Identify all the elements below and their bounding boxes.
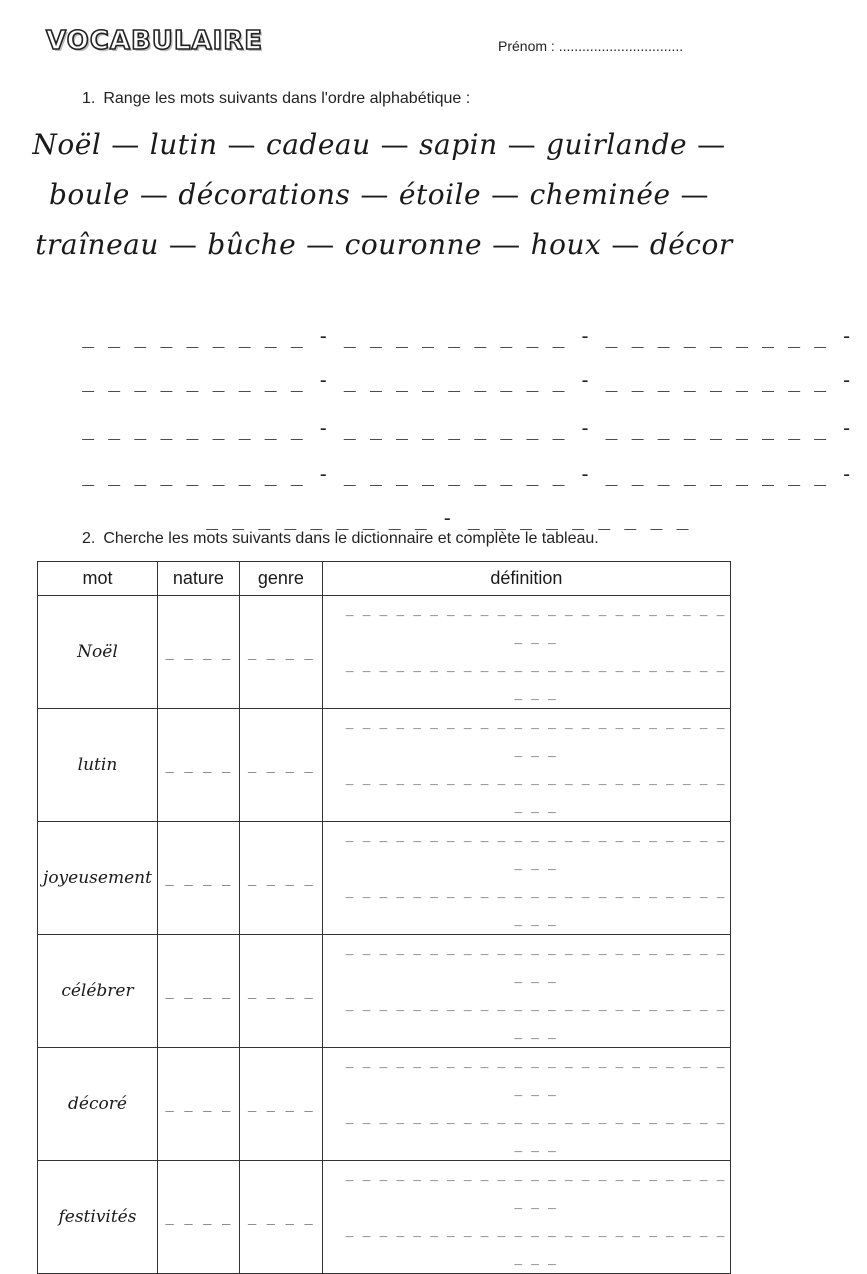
- exercise-2-number: 2.: [82, 530, 96, 547]
- table-row: [38, 596, 731, 709]
- column-header-mot: mot: [38, 562, 158, 596]
- definition-blank: _ _ _ _ _ _ _ _ _ _ _ _ _ _ _ _ _ _ _ _ _ _ _ _ _ _: [345, 941, 725, 984]
- answer-blank[interactable]: _ _ _ _ _ _ _ _ _: [82, 416, 304, 440]
- word: cheminée: [529, 178, 671, 211]
- answer-blank[interactable]: _ _ _ _ _ _ _ _ _: [605, 462, 828, 486]
- table-header-row: [38, 562, 731, 596]
- nature-blank: _ _ _ _: [165, 870, 232, 886]
- word: bûche: [207, 228, 297, 261]
- blank-separator: -: [840, 462, 854, 486]
- blank-separator: -: [578, 324, 593, 348]
- exercise-1-number: 1.: [82, 90, 96, 107]
- definition-blank: _ _ _ _ _ _ _ _ _ _ _ _ _ _ _ _ _ _ _ _ _ _ _ _ _ _: [345, 715, 725, 758]
- genre-blank: _ _ _ _: [247, 1209, 314, 1225]
- answer-row: [180, 482, 690, 530]
- answer-blank[interactable]: _ _ _ _ _ _ _ _ _: [605, 368, 828, 392]
- word: houx: [530, 228, 602, 261]
- mot-cell: célébrer: [38, 935, 158, 1048]
- exercise-2-text: Cherche les mots suivants dans le dictionnaire et complète le tableau.: [103, 530, 599, 547]
- blank-separator: -: [317, 324, 331, 348]
- word: lutin: [149, 128, 218, 161]
- word: étoile: [398, 178, 482, 211]
- nature-blank: _ _ _ _: [165, 1096, 232, 1112]
- genre-blank: _ _ _ _: [247, 644, 314, 660]
- word-separator: —: [380, 128, 410, 161]
- word: traîneau: [35, 228, 159, 261]
- answer-row: [56, 344, 867, 392]
- blank-separator: -: [317, 462, 331, 486]
- answer-blank[interactable]: _ _ _ _ _ _ _ _ _: [343, 462, 566, 486]
- nature-cell[interactable]: [157, 1048, 239, 1161]
- genre-cell[interactable]: [239, 822, 322, 935]
- nature-cell[interactable]: [157, 596, 239, 709]
- word-separator: —: [168, 228, 198, 261]
- answer-blank[interactable]: _ _ _ _ _ _ _ _ _: [343, 324, 566, 348]
- blank-separator: -: [578, 416, 593, 440]
- answer-blank[interactable]: _ _ _ _ _ _ _ _ _: [605, 324, 828, 348]
- column-header-genre: genre: [239, 562, 322, 596]
- answer-blank[interactable]: _ _ _ _ _ _ _ _ _: [467, 506, 690, 530]
- word: boule: [48, 178, 130, 211]
- mot-cell: festivités: [38, 1161, 158, 1274]
- table-row: [38, 822, 731, 935]
- word-list-line-1: [0, 128, 768, 161]
- exercise-2-instruction: [82, 530, 599, 548]
- word-separator: —: [697, 128, 726, 161]
- blank-separator: -: [317, 416, 331, 440]
- word-separator: —: [111, 128, 140, 161]
- word: Noël: [32, 128, 102, 161]
- word-separator: —: [492, 228, 521, 261]
- blank-separator: -: [578, 368, 593, 392]
- answer-row: [56, 300, 867, 348]
- genre-blank: _ _ _ _: [247, 1096, 314, 1112]
- answer-blank[interactable]: _ _ _ _ _ _ _ _ _: [82, 324, 304, 348]
- genre-blank: _ _ _ _: [247, 983, 314, 999]
- genre-cell[interactable]: [239, 1161, 322, 1274]
- table-row: [38, 1161, 731, 1274]
- blank-separator: -: [441, 506, 455, 530]
- mot-cell: lutin: [38, 709, 158, 822]
- nature-cell[interactable]: [157, 1161, 239, 1274]
- blank-separator: -: [840, 416, 854, 440]
- mot-cell: décoré: [38, 1048, 158, 1161]
- definition-blank: _ _ _ _ _ _ _ _ _ _ _ _ _ _ _ _ _ _ _ _ _ _ _ _ _ _: [345, 828, 725, 871]
- nature-cell[interactable]: [157, 709, 239, 822]
- genre-cell[interactable]: [239, 935, 322, 1048]
- word-separator: —: [360, 178, 389, 211]
- table-row: [38, 935, 731, 1048]
- column-header-definition: définition: [322, 562, 730, 596]
- nature-blank: _ _ _ _: [165, 644, 232, 660]
- definition-cell[interactable]: [322, 935, 730, 1048]
- definition-cell[interactable]: [322, 1048, 730, 1161]
- word-separator: —: [611, 228, 640, 261]
- word: cadeau: [266, 128, 371, 161]
- word: décorations: [178, 178, 351, 211]
- genre-cell[interactable]: [239, 596, 322, 709]
- nature-cell[interactable]: [157, 822, 239, 935]
- answer-blank[interactable]: _ _ _ _ _ _ _ _ _: [605, 416, 828, 440]
- definition-blank: _ _ _ _ _ _ _ _ _ _ _ _ _ _ _ _ _ _ _ _ _ _ _ _ _ _: [345, 997, 725, 1040]
- definition-cell[interactable]: [322, 596, 730, 709]
- column-header-nature: nature: [157, 562, 239, 596]
- answer-row: [56, 392, 867, 440]
- prenom-field[interactable]: Prénom : ................................: [498, 38, 684, 54]
- word-separator: —: [227, 128, 257, 161]
- word-list-line-2: [0, 178, 768, 211]
- genre-cell[interactable]: [239, 1048, 322, 1161]
- definition-blank: _ _ _ _ _ _ _ _ _ _ _ _ _ _ _ _ _ _ _ _ _ _ _ _ _ _: [345, 1167, 725, 1210]
- word: décor: [649, 228, 733, 261]
- genre-blank: _ _ _ _: [247, 870, 314, 886]
- blank-separator: -: [578, 462, 593, 486]
- word: sapin: [419, 128, 498, 161]
- exercise-1-text: Range les mots suivants dans l'ordre alphabétique :: [103, 90, 471, 107]
- word: guirlande: [546, 128, 688, 161]
- table-row: [38, 709, 731, 822]
- definition-cell[interactable]: [322, 709, 730, 822]
- definition-blank: _ _ _ _ _ _ _ _ _ _ _ _ _ _ _ _ _ _ _ _ _ _ _ _ _ _: [345, 1110, 725, 1153]
- word: couronne: [344, 228, 483, 261]
- definition-cell[interactable]: [322, 822, 730, 935]
- table-row: [38, 1048, 731, 1161]
- genre-blank: _ _ _ _: [247, 757, 314, 773]
- mot-cell: joyeusement: [38, 822, 158, 935]
- answer-blank[interactable]: _ _ _ _ _ _ _ _ _: [343, 368, 566, 392]
- genre-cell[interactable]: [239, 709, 322, 822]
- word-list-line-3: [0, 228, 768, 261]
- definition-cell[interactable]: [322, 1161, 730, 1274]
- nature-blank: _ _ _ _: [165, 983, 232, 999]
- definition-blank: _ _ _ _ _ _ _ _ _ _ _ _ _ _ _ _ _ _ _ _ _ _ _ _ _ _: [345, 602, 725, 645]
- blank-separator: -: [840, 368, 854, 392]
- answer-blank[interactable]: _ _ _ _ _ _ _ _ _: [82, 368, 304, 392]
- definition-blank: _ _ _ _ _ _ _ _ _ _ _ _ _ _ _ _ _ _ _ _ _ _ _ _ _ _: [345, 1223, 725, 1266]
- nature-cell[interactable]: [157, 935, 239, 1048]
- answer-blank[interactable]: _ _ _ _ _ _ _ _ _: [82, 462, 304, 486]
- word-separator: —: [507, 128, 537, 161]
- answer-row: [56, 438, 867, 486]
- word-separator: —: [139, 178, 169, 211]
- page-title: VOCABULAIRE: [46, 26, 264, 56]
- nature-blank: _ _ _ _: [165, 1209, 232, 1225]
- nature-blank: _ _ _ _: [165, 757, 232, 773]
- word-separator: —: [680, 178, 710, 211]
- blank-separator: -: [840, 324, 854, 348]
- answer-blank[interactable]: _ _ _ _ _ _ _ _ _: [343, 416, 566, 440]
- answer-blank[interactable]: _ _ _ _ _ _ _ _ _: [206, 506, 428, 530]
- blank-separator: -: [317, 368, 331, 392]
- definition-blank: _ _ _ _ _ _ _ _ _ _ _ _ _ _ _ _ _ _ _ _ _ _ _ _ _ _: [345, 1054, 725, 1097]
- word-separator: —: [306, 228, 335, 261]
- mot-cell: Noël: [38, 596, 158, 709]
- definition-blank: _ _ _ _ _ _ _ _ _ _ _ _ _ _ _ _ _ _ _ _ _ _ _ _ _ _: [345, 884, 725, 927]
- vocabulary-table: [37, 561, 731, 1274]
- definition-blank: _ _ _ _ _ _ _ _ _ _ _ _ _ _ _ _ _ _ _ _ _ _ _ _ _ _: [345, 771, 725, 814]
- exercise-1-instruction: [82, 90, 470, 108]
- word-separator: —: [491, 178, 520, 211]
- definition-blank: _ _ _ _ _ _ _ _ _ _ _ _ _ _ _ _ _ _ _ _ _ _ _ _ _ _: [345, 658, 725, 701]
